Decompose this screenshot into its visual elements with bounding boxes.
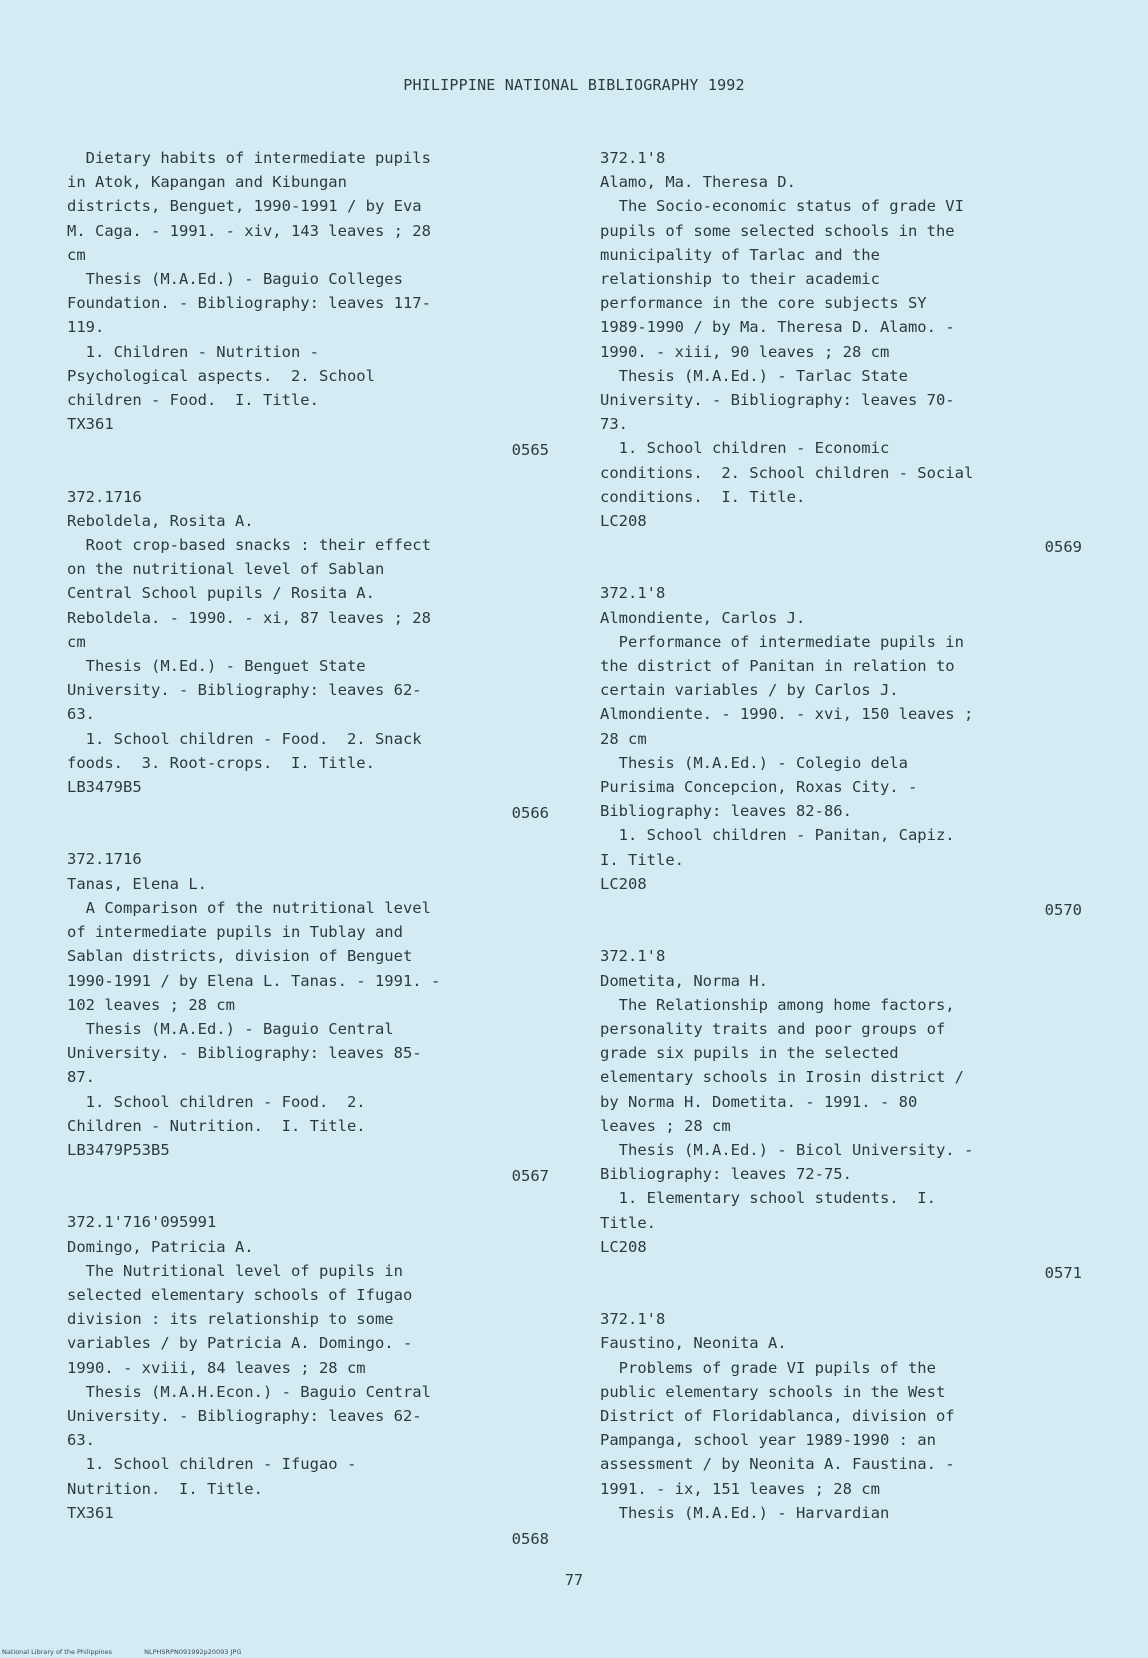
entry-line: cm: [67, 245, 86, 264]
entry-line: 372.1716: [67, 850, 142, 869]
entry-line: LC208: [600, 874, 647, 893]
entry-line: Almondiente. - 1990. - xvi, 150 leaves ;: [600, 705, 974, 724]
entry-line: 1. Elementary school students. I.: [600, 1189, 936, 1208]
entry-line: A Comparison of the nutritional level: [67, 898, 431, 917]
entry-line: foods. 3. Root-crops. I. Title.: [67, 753, 375, 772]
entry-number: 0570: [1044, 901, 1082, 920]
entry-line: variables / by Patricia A. Domingo. -: [67, 1334, 413, 1353]
entry-line: Almondiente, Carlos J.: [600, 608, 806, 627]
entry-line: conditions. I. Title.: [600, 487, 806, 506]
entry-line: Dometita, Norma H.: [600, 971, 768, 990]
entry-line: leaves ; 28 cm: [600, 1116, 731, 1135]
entry-line: performance in the core subjects SY: [600, 294, 927, 313]
left-column: [67, 146, 557, 1573]
entry-line: Thesis (M.A.Ed.) - Baguio Central: [67, 1019, 394, 1038]
entry-line: TX361: [67, 415, 114, 434]
entry-line: LB3479P53B5: [67, 1140, 170, 1159]
entry-line: Problems of grade VI pupils of the: [600, 1358, 936, 1377]
entry-line: M. Caga. - 1991. - xiv, 143 leaves ; 28: [67, 221, 431, 240]
entry-line: 1991. - ix, 151 leaves ; 28 cm: [600, 1479, 880, 1498]
entry-line: 372.1'8: [600, 1310, 666, 1329]
bibliography-entry: [67, 1210, 557, 1551]
right-column: [600, 146, 1090, 1525]
entry-line: 372.1716: [67, 487, 142, 506]
entry-line: The Nutritional level of pupils in: [67, 1261, 403, 1280]
entry-line: 63.: [67, 705, 95, 724]
entry-line: TX361: [67, 1503, 114, 1522]
entry-line: Thesis (M.A.Ed.) - Baguio Colleges: [67, 270, 403, 289]
entry-number: 0567: [511, 1167, 549, 1186]
entry-line: personality traits and poor groups of: [600, 1019, 946, 1038]
entry-line: Title.: [600, 1213, 656, 1232]
entry-line: Central School pupils / Rosita A.: [67, 584, 375, 603]
bibliography-entry: [600, 1307, 1090, 1525]
entry-line: Alamo, Ma. Theresa D.: [600, 173, 796, 192]
entry-line: districts, Benguet, 1990-1991 / by Eva: [67, 197, 422, 216]
entry-line: 1989-1990 / by Ma. Theresa D. Alamo. -: [600, 318, 955, 337]
entry-line: 1. School children - Food. 2. Snack: [67, 729, 422, 748]
bibliography-entry: [67, 146, 557, 463]
entry-line: 372.1'716'095991: [67, 1213, 217, 1232]
entry-line: The Socio-economic status of grade VI: [600, 197, 964, 216]
entry-line: LC208: [600, 512, 647, 531]
entry-number: 0569: [1044, 538, 1082, 557]
entry-line: Tanas, Elena L.: [67, 874, 207, 893]
entry-line: certain variables / by Carlos J.: [600, 681, 899, 700]
entry-line: by Norma H. Dometita. - 1991. - 80: [600, 1092, 918, 1111]
entry-line: Children - Nutrition. I. Title.: [67, 1116, 366, 1135]
entry-line: Pampanga, school year 1989-1990 : an: [600, 1431, 936, 1450]
entry-line: Domingo, Patricia A.: [67, 1237, 254, 1256]
entry-line: Foundation. - Bibliography: leaves 117-: [67, 294, 431, 313]
entry-line: of intermediate pupils in Tublay and: [67, 923, 403, 942]
credit-library: National Library of the Philippines: [2, 1648, 113, 1656]
bibliography-entry: [67, 485, 557, 826]
scan-credit: [2, 1648, 271, 1656]
entry-line: University. - Bibliography: leaves 62-: [67, 1406, 422, 1425]
entry-line: the district of Panitan in relation to: [600, 657, 955, 676]
bibliography-entry: [600, 581, 1090, 922]
entry-line: 1. Children - Nutrition -: [67, 342, 319, 361]
entry-line: municipality of Tarlac and the: [600, 245, 880, 264]
entry-number: 0565: [511, 441, 549, 460]
page-number: 77: [564, 1571, 584, 1589]
entry-line: Thesis (M.Ed.) - Benguet State: [67, 657, 366, 676]
entry-line: 372.1'8: [600, 947, 666, 966]
entry-line: 1990. - xiii, 90 leaves ; 28 cm: [600, 342, 890, 361]
entry-line: grade six pupils in the selected: [600, 1044, 899, 1063]
entry-line: on the nutritional level of Sablan: [67, 560, 385, 579]
page-header-title: PHILIPPINE NATIONAL BIBLIOGRAPHY 1992: [403, 76, 745, 94]
entry-line: Thesis (M.A.Ed.) - Harvardian: [600, 1503, 890, 1522]
entry-line: pupils of some selected schools in the: [600, 221, 955, 240]
entry-line: Reboldela, Rosita A.: [67, 511, 254, 530]
bibliography-entry: [67, 847, 557, 1188]
entry-line: Dietary habits of intermediate pupils: [67, 149, 431, 167]
entry-line: 73.: [600, 415, 628, 434]
entry-line: cm: [67, 632, 86, 651]
entry-line: 372.1'8: [600, 584, 666, 603]
entry-line: conditions. 2. School children - Social: [600, 463, 974, 482]
entry-line: 1. School children - Food. 2.: [67, 1092, 366, 1111]
entry-line: Thesis (M.A.Ed.) - Colegio dela: [600, 753, 908, 772]
entry-line: 1990-1991 / by Elena L. Tanas. - 1991. -: [67, 971, 441, 990]
entry-line: public elementary schools in the West: [600, 1382, 946, 1401]
entry-line: in Atok, Kapangan and Kibungan: [67, 173, 347, 192]
entry-line: 102 leaves ; 28 cm: [67, 995, 235, 1014]
entry-line: University. - Bibliography: leaves 85-: [67, 1044, 422, 1063]
entry-number: 0568: [511, 1529, 549, 1548]
entry-number: 0571: [1044, 1263, 1082, 1282]
credit-file: NLPHSRPN091992p20093 JPG: [144, 1648, 242, 1656]
entry-line: 63.: [67, 1431, 95, 1450]
entry-line: The Relationship among home factors,: [600, 995, 955, 1014]
entry-line: Purisima Concepcion, Roxas City. -: [600, 778, 918, 797]
entry-line: 28 cm: [600, 729, 647, 748]
entry-line: Thesis (M.A.Ed.) - Tarlac State: [600, 366, 908, 385]
entry-line: University. - Bibliography: leaves 70-: [600, 391, 955, 410]
entry-line: Faustino, Neonita A.: [600, 1334, 787, 1353]
entry-line: LB3479B5: [67, 778, 142, 797]
entry-line: selected elementary schools of Ifugao: [67, 1285, 413, 1304]
entry-line: relationship to their academic: [600, 270, 880, 289]
entry-line: 1990. - xviii, 84 leaves ; 28 cm: [67, 1358, 366, 1377]
bibliography-entry: [600, 944, 1090, 1285]
entry-line: District of Floridablanca, division of: [600, 1406, 955, 1425]
entry-line: 372.1'8: [600, 149, 666, 167]
entry-line: 1. School children - Panitan, Capiz.: [600, 826, 955, 845]
entry-line: University. - Bibliography: leaves 62-: [67, 681, 422, 700]
entry-line: 87.: [67, 1068, 95, 1087]
entry-line: Sablan districts, division of Benguet: [67, 947, 413, 966]
entry-line: Psychological aspects. 2. School: [67, 366, 375, 385]
entry-line: LC208: [600, 1237, 647, 1256]
entry-line: Thesis (M.A.Ed.) - Bicol University. -: [600, 1140, 974, 1159]
entry-line: 1. School children - Economic: [600, 439, 890, 458]
entry-number: 0566: [511, 804, 549, 823]
bibliography-entry: [600, 146, 1090, 559]
entry-line: I. Title.: [600, 850, 684, 869]
entry-line: Nutrition. I. Title.: [67, 1479, 263, 1498]
entry-line: Root crop-based snacks : their effect: [67, 536, 431, 555]
entry-line: division : its relationship to some: [67, 1310, 394, 1329]
entry-line: 119.: [67, 318, 105, 337]
entry-line: elementary schools in Irosin district /: [600, 1068, 964, 1087]
entry-line: Performance of intermediate pupils in: [600, 632, 964, 651]
entry-line: Reboldela. - 1990. - xi, 87 leaves ; 28: [67, 608, 431, 627]
entry-line: 1. School children - Ifugao -: [67, 1455, 357, 1474]
entry-line: assessment / by Neonita A. Faustina. -: [600, 1455, 955, 1474]
entry-line: Thesis (M.A.H.Econ.) - Baguio Central: [67, 1382, 431, 1401]
entry-line: Bibliography: leaves 72-75.: [600, 1165, 852, 1184]
entry-line: Bibliography: leaves 82-86.: [600, 802, 852, 821]
entry-line: children - Food. I. Title.: [67, 391, 319, 410]
